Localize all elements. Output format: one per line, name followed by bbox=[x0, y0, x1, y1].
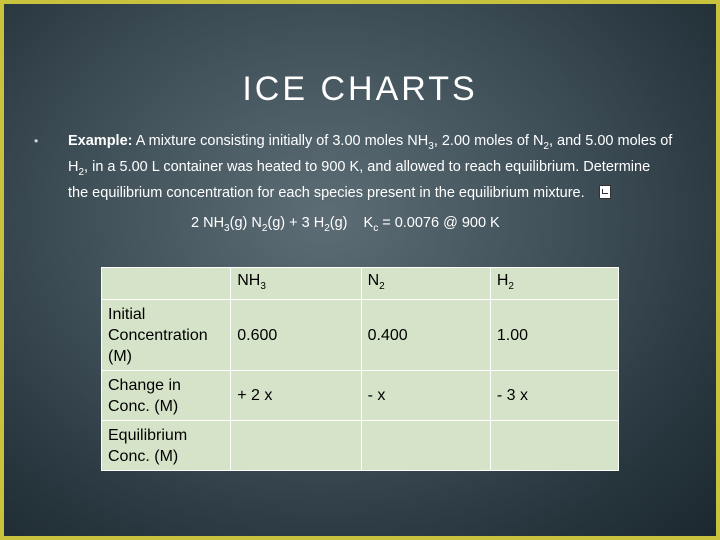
table-cell: 0.600 bbox=[231, 300, 361, 371]
table-cell: - x bbox=[361, 371, 490, 421]
subscript: 2 bbox=[508, 281, 514, 293]
header-cell-h2 bbox=[490, 268, 618, 300]
table-header-row bbox=[102, 268, 619, 300]
row-label-line: Conc. (M) bbox=[108, 447, 179, 465]
species-name: H bbox=[496, 272, 509, 289]
subscript: c bbox=[373, 222, 379, 234]
table-cell: 0.400 bbox=[361, 300, 490, 371]
bullet-marker: • bbox=[34, 134, 39, 148]
subscript: 2 bbox=[261, 222, 268, 234]
table-cell: + 2 x bbox=[231, 371, 361, 421]
row-label-line: Change in bbox=[108, 376, 181, 394]
kc-value: = 0.0076 @ 900 K bbox=[378, 215, 500, 231]
table-row-change bbox=[102, 371, 619, 421]
subscript: 3 bbox=[260, 281, 266, 293]
equation-text: (g) + 3 H bbox=[267, 215, 325, 231]
row-label bbox=[102, 300, 231, 371]
reaction-equation bbox=[191, 215, 500, 234]
example-text: , in a 5.00 L container was heated to 900 K, and allowed to reach equilibrium. Determine the equilibrium concentration for each species present in the equilibrium mixture. bbox=[68, 158, 651, 201]
table-cell[interactable] bbox=[231, 421, 361, 471]
example-label: Example: bbox=[68, 133, 133, 149]
equation-text: 2 NH bbox=[191, 215, 225, 231]
table-cell[interactable] bbox=[490, 421, 618, 471]
row-label-line: Initial bbox=[108, 305, 146, 323]
header-cell-nh3 bbox=[231, 268, 361, 300]
equation-text: (g) bbox=[329, 215, 348, 231]
slide-title: ICE CHARTS bbox=[242, 70, 478, 108]
table-row-initial bbox=[102, 300, 619, 371]
table-cell: - 3 x bbox=[490, 371, 618, 421]
row-label bbox=[102, 421, 231, 471]
table-cell[interactable] bbox=[361, 421, 490, 471]
example-text: , and 5.00 moles of H bbox=[68, 133, 673, 175]
example-text: A mixture consisting initially of 3.00 moles NH bbox=[132, 133, 429, 149]
document-icon[interactable] bbox=[599, 185, 611, 199]
subscript: 3 bbox=[428, 140, 434, 152]
example-text: , 2.00 moles of N bbox=[433, 133, 544, 149]
header-cell-empty bbox=[102, 268, 231, 300]
equilibrium-constant bbox=[363, 215, 500, 234]
species-name: N bbox=[367, 272, 380, 289]
subscript: 2 bbox=[78, 166, 85, 178]
row-label-line: Conc. (M) bbox=[108, 397, 179, 415]
equation-text: (g) N bbox=[229, 215, 262, 231]
table-cell: 1.00 bbox=[490, 300, 618, 371]
subscript: 2 bbox=[543, 140, 549, 152]
kc-symbol: K bbox=[363, 215, 374, 231]
row-label-line: (M) bbox=[108, 347, 132, 365]
table-row-equilibrium bbox=[102, 421, 619, 471]
species-name: NH bbox=[237, 272, 261, 289]
example-paragraph bbox=[68, 131, 674, 203]
example-bullet bbox=[34, 131, 674, 203]
subscript: 2 bbox=[324, 222, 330, 234]
row-label bbox=[102, 371, 231, 421]
ice-table bbox=[101, 267, 619, 471]
row-label-line: Equilibrium bbox=[108, 426, 188, 444]
subscript: 3 bbox=[224, 222, 230, 234]
header-cell-n2 bbox=[361, 268, 490, 300]
row-label-line: Concentration bbox=[108, 326, 208, 344]
subscript: 2 bbox=[379, 281, 385, 293]
